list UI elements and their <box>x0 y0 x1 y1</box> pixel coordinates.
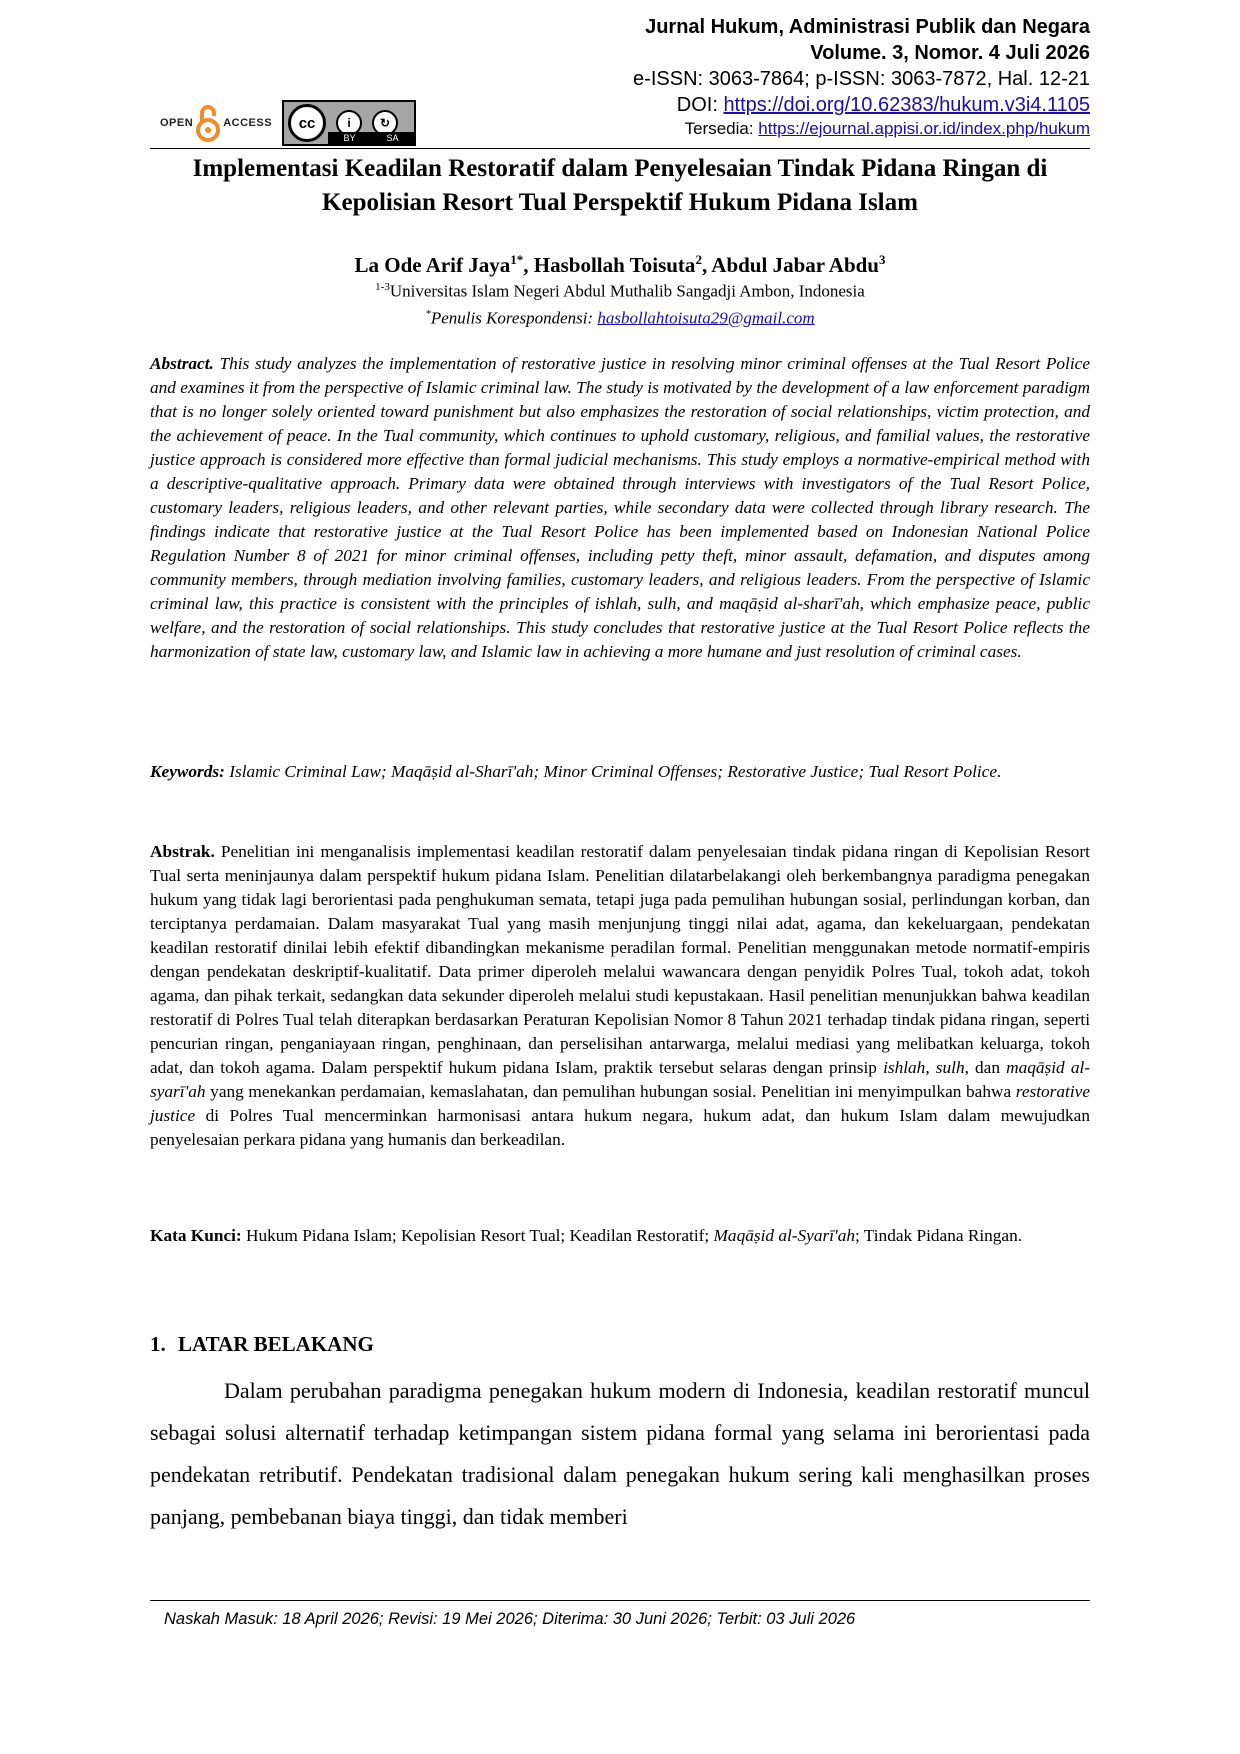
corresponding-line <box>150 303 1090 330</box>
abstract-text: This study analyzes the implementation of restorative justice in resolving minor criminal offenses at the Tual Resort Police and examines it from the perspective of Islamic criminal law. The study is motivated by the development of a law enforcement paradigm that is no longer solely oriented toward punishment but also emphasizes the restoration of social relationships, victim protection, and the achievement of peace. In the Tual community, which continues to uphold customary, religious, and familial values, the restorative justice approach is considered more effective than formal judicial mechanisms. This study employs a normative-empirical method with a descriptive-qualitative approach. Primary data were obtained through interviews with investigators of the Tual Resort Police, customary leaders, religious leaders, and other relevant parties, while secondary data were collected through library research. The findings indicate that restorative justice at the Tual Resort Police has been implemented based on Indonesian National Police Regulation Number 8 of 2021 for minor criminal offenses, including petty theft, minor assault, defamation, and disputes among community members, through mediation involving families, customary leaders, and religious leaders. From the perspective of Islamic criminal law, this practice is consistent with the principles of ishlah, sulh, and maqāṣid al-sharī'ah, which emphasize peace, public welfare, and the restoration of social relationships. This study concludes that restorative justice at the Tual Resort Police reflects the harmonization of state law, customary law, and Islamic law in achieving a more humane and just resolution of criminal cases. <box>150 354 1090 661</box>
abstrak-label: Abstrak. <box>150 842 215 861</box>
open-lock-icon <box>195 103 221 143</box>
cc-sa-label: SA <box>386 133 399 143</box>
affiliation-text: Universitas Islam Negeri Abdul Muthalib Sangadji Ambon, Indonesia <box>389 281 865 301</box>
keywords-english <box>150 760 1090 784</box>
journal-name: Jurnal Hukum, Administrasi Publik dan Negara <box>645 16 1090 38</box>
kata-kunci-term: Maqāṣid al-Syarī'ah <box>713 1226 855 1245</box>
available-link[interactable]: https://ejournal.appisi.or.id/index.php/hukum <box>758 119 1090 138</box>
author-sup: 1* <box>510 252 524 267</box>
journal-available <box>390 118 1090 140</box>
abstrak-text: di Polres Tual mencerminkan harmonisasi antara hukum negara, hukum adat, dan hukum Islam dalam mewujudkan penyelesaian perkara pidana yang humanis dan berkeadilan. <box>150 1106 1090 1149</box>
abstrak-term: restorative justice <box>150 1082 1090 1125</box>
kata-kunci-text: ; Tindak Pidana Ringan. <box>855 1226 1023 1245</box>
corresponding-sup: * <box>425 307 431 320</box>
attribution-icon: i <box>336 110 362 136</box>
abstrak-term: ishlah <box>883 1058 926 1077</box>
affiliation-line <box>150 276 1090 303</box>
doi-link[interactable]: https://doi.org/10.62383/hukum.v3i4.1105 <box>723 94 1090 116</box>
journal-header <box>390 14 1090 140</box>
author-separator: , <box>523 253 534 277</box>
abstrak-text: , <box>925 1058 936 1077</box>
abstrak-text: , dan <box>964 1058 1007 1077</box>
affiliation-sup: 1-3 <box>375 281 390 293</box>
share-alike-icon: ↻ <box>372 110 398 136</box>
abstract-indonesian <box>150 840 1090 1152</box>
author-separator: , <box>701 253 712 277</box>
available-label: Tersedia: <box>684 119 759 138</box>
header-divider <box>150 148 1090 149</box>
abstrak-text: Penelitian ini menganalisis implementasi keadilan restoratif dalam penyelesaian tindak pidana ringan di Kepolisian Resort Tual serta meninjaunya dalam perspektif hukum pidana Islam. Penelitian dilatarbelakangi oleh berkembangnya paradigma penegakan hukum yang tidak lagi berorientasi pada penghukuman semata, tetapi juga pada pemulihan hubungan sosial, perlindungan korban, dan terciptanya perdamaian. Dalam masyarakat Tual yang masih menjunjung tinggi nilai adat, agama, dan kekeluargaan, pendekatan keadilan restoratif dinilai lebih efektif dibandingkan mekanisme peradilan formal. Penelitian menggunakan metode normatif-empiris dengan pendekatan deskriptif-kualitatif. Data primer diperoleh melalui wawancara dengan penyidik Polres Tual, tokoh adat, tokoh agama, dan pihak terkait, sedangkan data sekunder diperoleh melalui studi kepustakaan. Hasil penelitian menunjukkan bahwa keadilan restoratif di Polres Tual telah diterapkan berdasarkan Peraturan Kepolisian Nomor 8 Tahun 2021 terhadap tindak pidana ringan, seperti pencurian ringan, penganiayaan ringan, penghinaan, dan perselisihan antarwarga, melalui mediasi yang melibatkan keluarga, tokoh adat, dan tokoh agama. Dalam perspektif hukum pidana Islam, praktik tersebut selaras dengan prinsip <box>150 842 1090 1077</box>
journal-issn: e-ISSN: 3063-7864; p-ISSN: 3063-7872, Hal. 12-21 <box>633 68 1090 90</box>
author-sup: 2 <box>695 252 702 267</box>
section-heading <box>150 1330 374 1358</box>
open-access-left-text: OPEN <box>160 117 194 129</box>
license-badges <box>160 96 416 150</box>
cc-by-sa-badge <box>282 100 416 146</box>
footer-dates: Naskah Masuk: 18 April 2026; Revisi: 19 Mei 2026; Diterima: 30 Juni 2026; Terbit: 03 Juli 2026 <box>164 1610 856 1628</box>
author-name: Abdul Jabar Abdu <box>711 253 879 277</box>
journal-volume: Volume. 3, Nomor. 4 Juli 2026 <box>810 42 1090 64</box>
kata-kunci-label: Kata Kunci: <box>150 1226 242 1245</box>
affiliation-block <box>150 276 1090 329</box>
author-list <box>150 246 1090 279</box>
abstract-label: Abstract. <box>150 354 214 373</box>
cc-by-label: BY <box>343 133 356 143</box>
section-number: 1. <box>150 1332 166 1356</box>
author-name: Hasbollah Toisuta <box>533 253 696 277</box>
doi-label: DOI: <box>676 94 724 116</box>
corresponding-label: Penulis Korespondensi: <box>430 308 598 328</box>
author-name: La Ode Arif Jaya <box>354 253 511 277</box>
abstract-english <box>150 352 1090 664</box>
cc-strip <box>328 132 414 144</box>
cc-icon: cc <box>288 104 326 142</box>
keywords-label: Keywords: <box>150 762 225 781</box>
journal-doi <box>390 92 1090 118</box>
section-title: LATAR BELAKANG <box>178 1332 374 1356</box>
footer-divider <box>150 1600 1090 1601</box>
abstrak-term: sulh <box>935 1058 965 1077</box>
author-sup: 3 <box>878 252 886 267</box>
keywords-text: Islamic Criminal Law; Maqāṣid al-Sharī'ah; Minor Criminal Offenses; Restorative Justice; Tual Resort Police. <box>229 762 1002 781</box>
abstrak-term: maqāṣid al-syarī'ah <box>150 1058 1091 1101</box>
corresponding-email-link[interactable]: hasbollahtoisuta29@gmail.com <box>597 308 815 328</box>
open-access-logo <box>160 103 272 143</box>
body-paragraph: Dalam perubahan paradigma penegakan hukum modern di Indonesia, keadilan restoratif muncul sebagai solusi alternatif terhadap ketimpangan sistem pidana formal yang selama ini berorientasi pada pendekatan retributif. Pendekatan tradisional dalam penegakan hukum sering kali menghasilkan proses panjang, pembebanan biaya tinggi, dan tidak memberi <box>150 1378 1090 1529</box>
keywords-indonesian <box>150 1224 1090 1248</box>
open-access-right-text: ACCESS <box>223 117 273 129</box>
abstrak-text: yang menekankan perdamaian, kemaslahatan, dan pemulihan hubungan sosial. Penelitian ini menyimpulkan bahwa <box>205 1082 1016 1101</box>
paper-title: Implementasi Keadilan Restoratif dalam Penyelesaian Tindak Pidana Ringan di Kepolisian Resort Tual Perspektif Hukum Pidana Islam <box>192 155 1048 216</box>
kata-kunci-text: Hukum Pidana Islam; Kepolisian Resort Tual; Keadilan Restoratif; <box>241 1226 714 1245</box>
